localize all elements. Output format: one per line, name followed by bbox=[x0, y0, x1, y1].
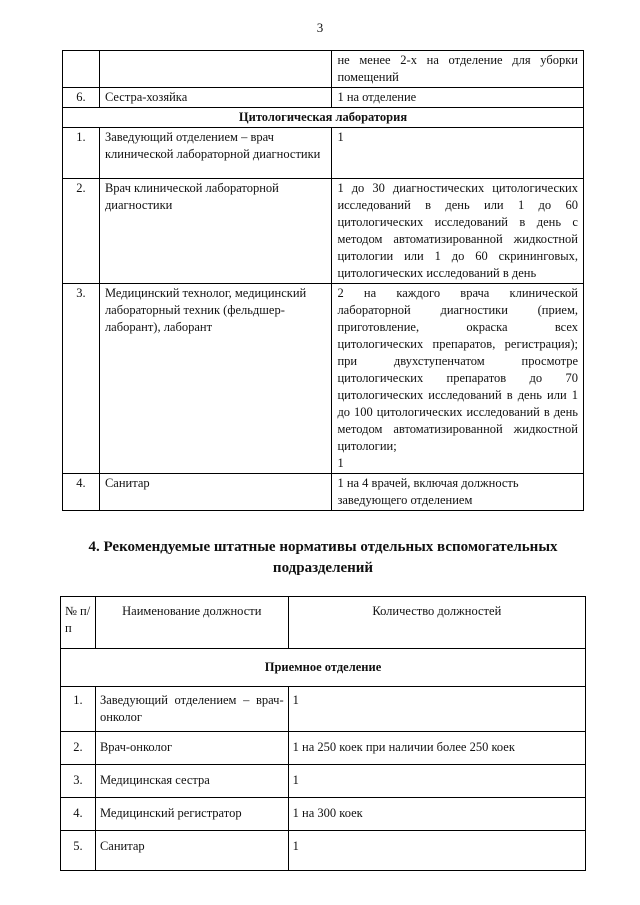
position-name: Сестра-хозяйка bbox=[99, 88, 332, 108]
position-quantity: 1 bbox=[288, 687, 585, 732]
position-name: Санитар bbox=[95, 831, 288, 871]
table-row bbox=[63, 179, 584, 284]
subsection-title: Приемное отделение bbox=[61, 649, 586, 687]
row-number: 1. bbox=[63, 128, 100, 179]
table-row bbox=[61, 732, 586, 765]
row-number: 4. bbox=[61, 798, 96, 831]
row-number: 5. bbox=[61, 831, 96, 871]
row-number: 3. bbox=[61, 765, 96, 798]
position-quantity-cell bbox=[332, 284, 584, 474]
position-name: Заведующий отделением – врач-онколог bbox=[95, 687, 288, 732]
row-number: 1. bbox=[61, 687, 96, 732]
table-row bbox=[61, 831, 586, 871]
table-row bbox=[61, 798, 586, 831]
section-title: Цитологическая лаборатория bbox=[63, 108, 584, 128]
position-quantity: 1 bbox=[332, 128, 584, 179]
page-number: 3 bbox=[316, 20, 324, 35]
section-heading: 4. Рекомендуемые штатные нормативы отдельных вспомогательных подразделений bbox=[88, 539, 558, 576]
position-name: Врач-онколог bbox=[95, 732, 288, 765]
position-quantity: 1 на 300 коек bbox=[288, 798, 585, 831]
position-quantity: 1 на 4 врачей, включая должность заведующего отделением bbox=[332, 474, 584, 511]
position-quantity: 1 на отделение bbox=[332, 88, 584, 108]
position-quantity: 1 до 30 диагностических цитологических исследований в день или 1 до 60 цитологических исследований в день с методом автоматизированной жидкостной цитологии или 1 до 60 скрининговых, цитологических исследований в день bbox=[332, 179, 584, 284]
position-quantity: 2 на каждого врача клинической лабораторной диагностики (прием, приготовление, окраска всех цитологических препаратов, регистрация); при двухступенчатом просмотре цитологических препаратов до 70 цитологических исследований в день или 1 до 100 цитологических исследований в день методом автоматизированной жидкостной цитологии; bbox=[337, 286, 578, 453]
table-row bbox=[63, 88, 584, 108]
table-row bbox=[61, 687, 586, 732]
table-row bbox=[63, 128, 584, 179]
position-quantity: 1 на 250 коек при наличии более 250 коек bbox=[288, 732, 585, 765]
row-number bbox=[63, 51, 100, 88]
row-number: 4. bbox=[63, 474, 100, 511]
header-number: № п/п bbox=[61, 597, 96, 649]
table-row bbox=[61, 765, 586, 798]
position-name: Санитар bbox=[99, 474, 332, 511]
table-row bbox=[63, 474, 584, 511]
position-name: Заведующий отделением – врач клинической лабораторной диагностики bbox=[99, 128, 332, 179]
position-name: Врач клинической лабораторной диагностики bbox=[99, 179, 332, 284]
position-quantity: 1 bbox=[288, 831, 585, 871]
header-quantity: Количество должностей bbox=[288, 597, 585, 649]
row-number: 2. bbox=[61, 732, 96, 765]
table-row bbox=[63, 51, 584, 88]
row-number: 3. bbox=[63, 284, 100, 474]
header-position: Наименование должности bbox=[95, 597, 288, 649]
position-quantity: 1 bbox=[288, 765, 585, 798]
auxiliary-staffing-table bbox=[60, 596, 586, 871]
position-name: Медицинский регистратор bbox=[95, 798, 288, 831]
position-name: Медицинский технолог, медицинский лабораторный техник (фельдшер-лаборант), лаборант bbox=[99, 284, 332, 474]
staffing-table-continued bbox=[62, 50, 584, 511]
row-number: 2. bbox=[63, 179, 100, 284]
section-row bbox=[63, 108, 584, 128]
position-quantity: не менее 2-х на отделение для уборки помещений bbox=[332, 51, 584, 88]
section-row bbox=[61, 649, 586, 687]
row-number: 6. bbox=[63, 88, 100, 108]
table-row bbox=[63, 284, 584, 474]
position-name: Медицинская сестра bbox=[95, 765, 288, 798]
position-name bbox=[99, 51, 332, 88]
table-header-row bbox=[61, 597, 586, 649]
position-quantity-extra: 1 bbox=[337, 456, 344, 470]
